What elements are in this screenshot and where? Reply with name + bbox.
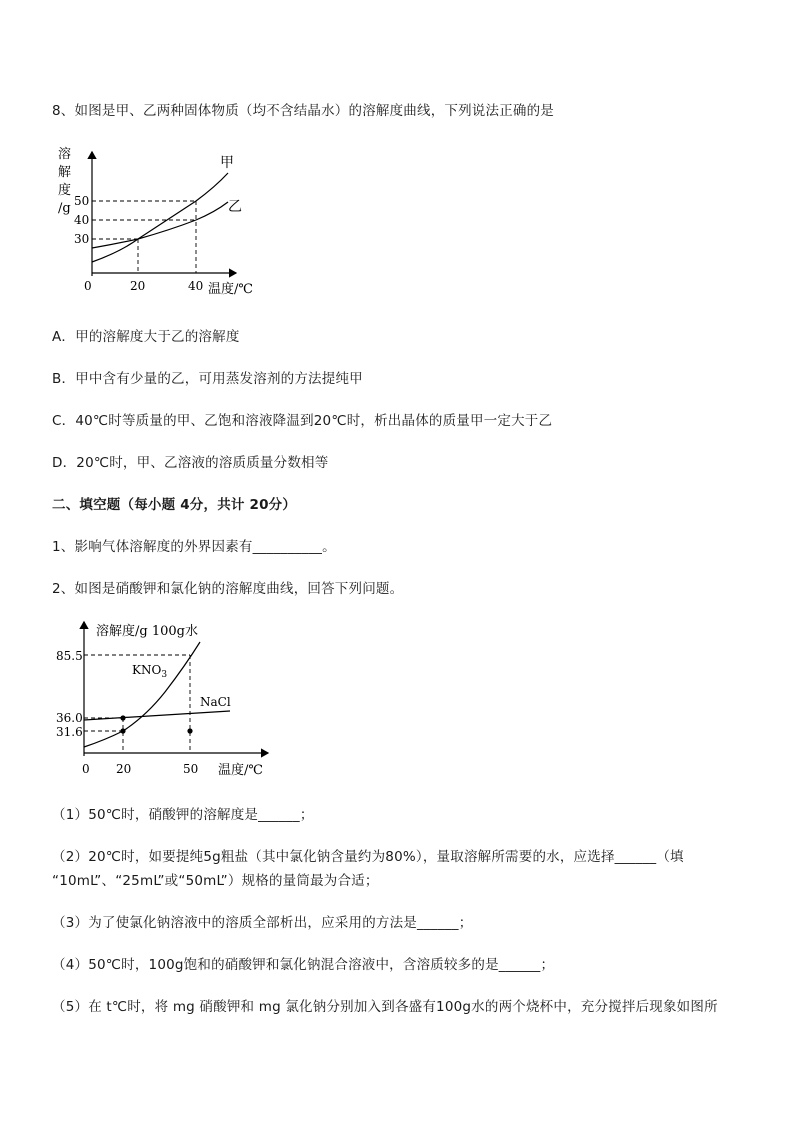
- q2-point-20-36: [120, 715, 125, 720]
- q2-origin: 0: [82, 762, 90, 776]
- q2-label-kno3: $KNO_3$: [132, 663, 168, 680]
- q2-sub-2-cont: “10mL”、“25mL”或“50mL”）规格的量筒最为合适；: [52, 873, 379, 889]
- q2-sub-5: （5）在 t℃时，将 mg 硝酸钾和 mg 氯化钠分别加入到各盛有100g水的两个烧杯中，充分搅拌后现象如图所: [52, 999, 718, 1015]
- q8-label-yi: 乙: [228, 199, 242, 215]
- q1-text: 1、影响气体溶解度的外界因素有__________。: [52, 539, 336, 555]
- q8-ylabel-4: /g: [58, 201, 71, 216]
- q2-label-nacl: NaCl: [200, 695, 231, 709]
- q8-ytick-50: 50: [74, 194, 90, 208]
- q2-ytick-85: 85.5: [56, 649, 83, 663]
- q2-solubility-chart: [50, 616, 280, 786]
- q8-ylabel-3: 度: [58, 183, 72, 198]
- q2-sub-4: （4）50℃时，100g饱和的硝酸钾和氯化钠混合溶液中，含溶质较多的是______；: [52, 957, 555, 973]
- q8-xtick-20: 20: [130, 279, 146, 293]
- q8-label-jia: 甲: [220, 155, 234, 171]
- q8-curve-jia: [92, 173, 228, 262]
- q2-point-20-31: [120, 728, 125, 733]
- q8-xlabel: 温度/℃: [208, 282, 253, 297]
- q8-option-d: D．20℃时，甲、乙溶液的溶质质量分数相等: [52, 455, 329, 471]
- q2-ytick-31: 31.6: [56, 725, 83, 739]
- q8-ytick-40: 40: [74, 213, 90, 227]
- q2-xtick-50: 50: [183, 762, 199, 776]
- q8-xtick-40: 40: [188, 279, 204, 293]
- q2-xlabel: 温度/℃: [218, 763, 263, 778]
- q2-ylabel: 溶解度/g 100g水: [96, 624, 198, 639]
- q2-point-50: [187, 728, 192, 733]
- q8-option-c: C．40℃时等质量的甲、乙饱和溶液降温到20℃时，析出晶体的质量甲一定大于乙: [52, 413, 553, 429]
- q2-sub-3: （3）为了使氯化钠溶液中的溶质全部析出，应采用的方法是______；: [52, 915, 473, 931]
- q2-stem: 2、如图是硝酸钾和氯化钠的溶解度曲线，回答下列问题。: [52, 581, 404, 597]
- q8-ylabel-1: 溶: [58, 147, 72, 162]
- q8-option-b: B．甲中含有少量的乙，可用蒸发溶剂的方法提纯甲: [52, 371, 363, 387]
- q2-sub-1: （1）50℃时，硝酸钾的溶解度是______；: [52, 807, 314, 823]
- q8-ylabel-2: 解: [58, 165, 72, 180]
- q2-curve-nacl: [84, 711, 230, 720]
- q8-ytick-30: 30: [74, 232, 90, 246]
- q8-option-a: A．甲的溶解度大于乙的溶解度: [52, 329, 240, 345]
- q8-stem: 8、如图是甲、乙两种固体物质（均不含结晶水）的溶解度曲线，下列说法正确的是: [52, 103, 554, 119]
- section-heading: 二、填空题（每小题 4分，共计 20分）: [52, 497, 297, 513]
- q2-ytick-36: 36.0: [56, 711, 83, 725]
- q8-solubility-chart: [50, 140, 270, 300]
- q8-origin: 0: [84, 279, 92, 293]
- q2-xtick-20: 20: [116, 762, 132, 776]
- q2-sub-2: （2）20℃时，如要提纯5g粗盐（其中氯化钠含量约为80%），量取溶解所需要的水，应选择______（填: [52, 849, 684, 865]
